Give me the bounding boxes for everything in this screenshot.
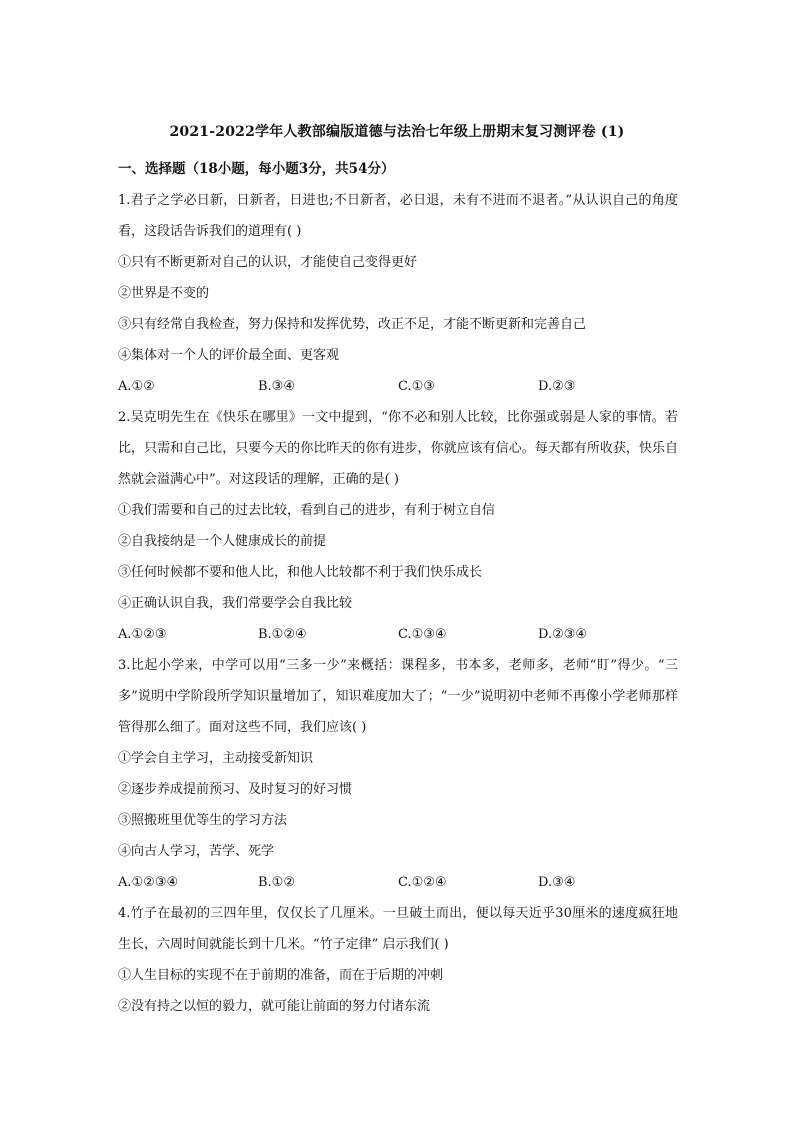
- statement: ③只有经常自我检查，努力保持和发挥优势，改正不足，才能不断更新和完善自己: [118, 317, 587, 332]
- statement: ①人生目标的实现不在于前期的准备，而在于后期的冲刺: [118, 968, 444, 983]
- statement: ①我们需要和自己的过去比较，看到自己的进步，有利于树立自信: [118, 503, 496, 518]
- option-a: A.①②③④: [118, 875, 179, 890]
- question-1: [118, 185, 678, 402]
- option-b: B.①②④: [258, 627, 307, 642]
- option-a: A.①②: [118, 379, 155, 394]
- question-stem: 4.竹子在最初的三四年里，仅仅长了几厘米。一旦破土而出，便以每天近乎30厘米的速度疯狂地生长，六周时间就能长到十几米。“竹子定律” 启示我们( ): [118, 906, 678, 952]
- option-d: D.②③: [538, 379, 576, 394]
- document-body: [118, 154, 678, 1022]
- statement: ②世界是不变的: [118, 286, 210, 301]
- document-title: 2021-2022学年人教部编版道德与法治七年级上册期末复习测评卷 (1): [169, 124, 625, 140]
- answer-options: [118, 371, 678, 402]
- option-d: D.②③④: [538, 627, 588, 642]
- question-stem: 3.比起小学来，中学可以用“三多一少”来概括：课程多，书本多，老师多，老师“盯”得少。“三多”说明中学阶段所学知识量增加了，知识难度加大了；“一少”说明初中老师不再像小学老师那样管得那么细了。面对这些不同，我们应该( ): [118, 658, 678, 735]
- statement: ①只有不断更新对自己的认识，才能使自己变得更好: [118, 255, 418, 270]
- question-stem: 1.君子之学必日新，日新者，日进也;不日新者，必日退，未有不进而不退者。”从认识自己的角度看，这段话告诉我们的道理有( ): [118, 193, 678, 239]
- section-header: 一、选择题（18小题，每小题3分，共54分）: [118, 161, 395, 177]
- option-c: C.①③④: [398, 627, 447, 642]
- option-b: B.①②: [258, 875, 295, 890]
- option-b: B.③④: [258, 379, 295, 394]
- option-d: D.③④: [538, 875, 576, 890]
- question-3: [118, 650, 678, 898]
- question-2: [118, 402, 678, 650]
- statement: ④向古人学习，苦学、死学: [118, 844, 275, 859]
- statement: ②自我接纳是一个人健康成长的前提: [118, 534, 327, 549]
- answer-options: [118, 619, 678, 650]
- statement: ②逐步养成提前预习、及时复习的好习惯: [118, 782, 353, 797]
- answer-options: [118, 867, 678, 898]
- statement: ④集体对一个人的评价最全面、更客观: [118, 348, 340, 363]
- question-stem: 2.吴克明先生在《快乐在哪里》一文中提到，“你不必和别人比较，比你强或弱是人家的事情。若比，只需和自己比，只要今天的你比昨天的你有进步，你就应该有信心。每天都有所收获，快乐自然就会溢满心中”。对这段话的理解，正确的是( ): [118, 410, 678, 487]
- statement: ①学会自主学习，主动接受新知识: [118, 751, 314, 766]
- statement: ③照搬班里优等生的学习方法: [118, 813, 288, 828]
- question-4: [118, 898, 678, 1022]
- option-c: C.①③: [398, 379, 435, 394]
- option-c: C.①②④: [398, 875, 447, 890]
- statement: ②没有持之以恒的毅力，就可能让前面的努力付诸东流: [118, 999, 431, 1014]
- option-a: A.①②③: [118, 627, 167, 642]
- statement: ④正确认识自我，我们常要学会自我比较: [118, 596, 353, 611]
- statement: ③任何时候都不要和他人比，和他人比较都不利于我们快乐成长: [118, 565, 483, 580]
